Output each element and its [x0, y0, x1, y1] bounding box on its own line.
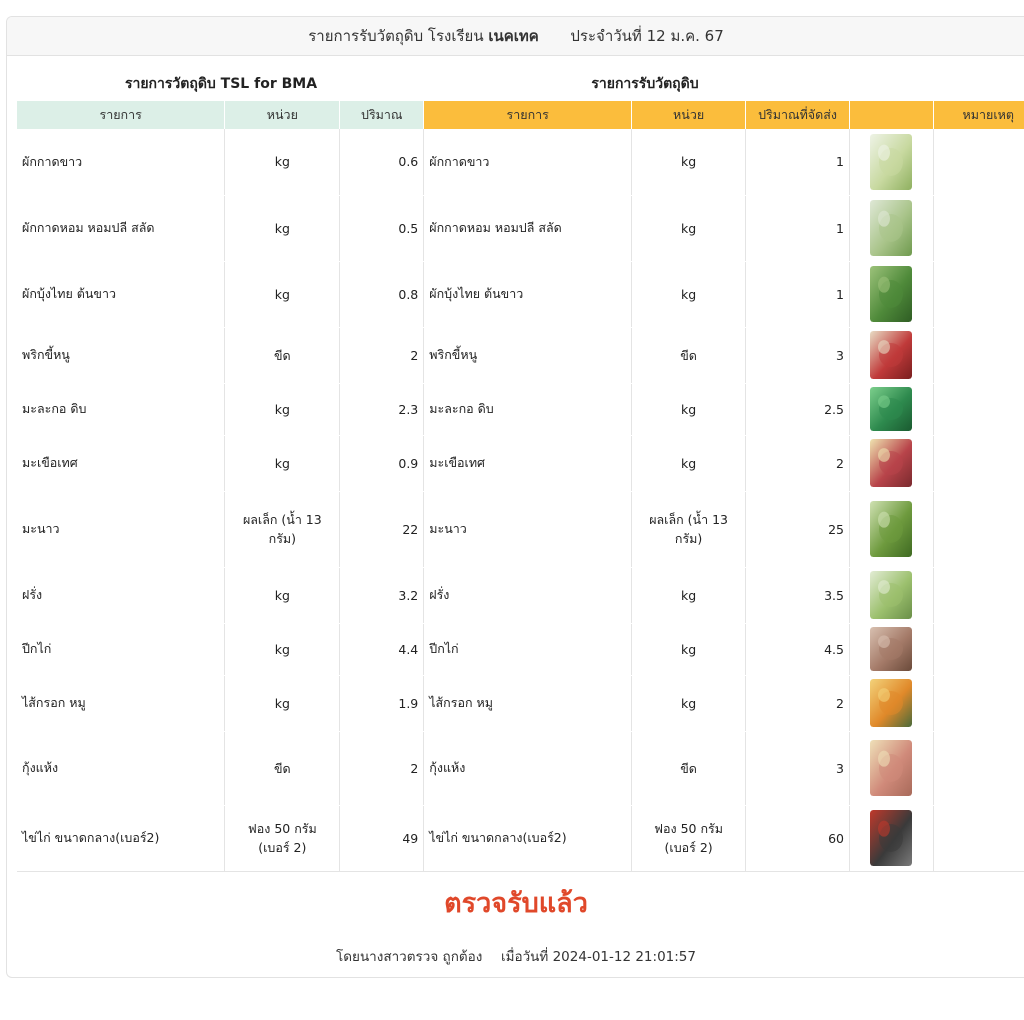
received-item-name: พริกขี้หนู: [424, 327, 632, 383]
photo-cell: [850, 567, 934, 623]
remarks-cell: [933, 623, 1024, 675]
col-item: รายการ: [17, 101, 225, 129]
photo-chicken-wing[interactable]: [870, 627, 912, 671]
photo-cell: [850, 623, 934, 675]
received-item-unit: kg: [632, 129, 746, 195]
left-section-title: รายการวัตถุดิบ TSL for BMA: [124, 76, 318, 92]
remarks-cell: [933, 195, 1024, 261]
photo-lettuce[interactable]: [870, 200, 912, 256]
item-qty: 22: [340, 491, 424, 567]
photo-dried-shrimp[interactable]: [870, 740, 912, 796]
table-row: [17, 327, 1024, 383]
item-qty: 2: [340, 327, 424, 383]
delivered-qty: 25: [746, 491, 850, 567]
col-qty: ปริมาณ: [340, 101, 424, 129]
photo-cell: [850, 491, 934, 567]
photo-lime[interactable]: [870, 501, 912, 557]
table-row: [17, 567, 1024, 623]
received-item-name: ปีกไก่: [424, 623, 632, 675]
item-name: ผักกาดขาว: [17, 129, 225, 195]
photo-tomato[interactable]: [870, 439, 912, 487]
photo-cell: [850, 261, 934, 327]
item-qty: 2.3: [340, 383, 424, 435]
col-photo: [850, 101, 934, 129]
received-item-unit: ผลเล็ก (น้ำ 13 กรัม): [632, 491, 746, 567]
received-item-name: ฝรั่ง: [424, 567, 632, 623]
received-item-name: ผักกาดหอม หอมปลี สลัด: [424, 195, 632, 261]
delivered-qty: 3: [746, 327, 850, 383]
received-item-name: ไข่ไก่ ขนาดกลาง(เบอร์2): [424, 805, 632, 871]
delivered-qty: 2: [746, 435, 850, 491]
delivered-qty: 1: [746, 195, 850, 261]
received-stamp: ตรวจรับแล้ว: [444, 888, 588, 919]
remarks-cell: [933, 261, 1024, 327]
item-name: ผักกาดหอม หอมปลี สลัด: [17, 195, 225, 261]
item-qty: 4.4: [340, 623, 424, 675]
received-item-unit: ฟอง 50 กรัม (เบอร์ 2): [632, 805, 746, 871]
table-row: [17, 195, 1024, 261]
item-qty: 3.2: [340, 567, 424, 623]
header-school: เนคเทค: [488, 27, 539, 45]
photo-eggs[interactable]: [870, 810, 912, 866]
table-row: [17, 435, 1024, 491]
received-item-unit: ขีด: [632, 731, 746, 805]
header-prefix: รายการรับวัตถุดิบ โรงเรียน: [308, 27, 484, 45]
item-name: ฝรั่ง: [17, 567, 225, 623]
delivered-qty: 2: [746, 675, 850, 731]
item-unit: ฟอง 50 กรัม (เบอร์ 2): [225, 805, 340, 871]
table-row: [17, 623, 1024, 675]
item-unit: ขีด: [225, 731, 340, 805]
item-qty: 0.6: [340, 129, 424, 195]
received-item-unit: kg: [632, 261, 746, 327]
received-item-name: มะละกอ ดิบ: [424, 383, 632, 435]
item-name: มะนาว: [17, 491, 225, 567]
table-row: [17, 805, 1024, 871]
inspection-timestamp: เมื่อวันที่ 2024-01-12 21:01:57: [500, 949, 696, 965]
delivered-qty: 1: [746, 129, 850, 195]
photo-cell: [850, 731, 934, 805]
receipt-table: [17, 101, 1024, 872]
table-row: [17, 731, 1024, 805]
item-qty: 0.5: [340, 195, 424, 261]
col-delivered-qty: ปริมาณที่จัดส่ง: [746, 101, 850, 129]
item-unit: kg: [225, 435, 340, 491]
photo-morning-glory[interactable]: [870, 266, 912, 322]
delivered-qty: 60: [746, 805, 850, 871]
photo-cell: [850, 805, 934, 871]
table-row: [17, 261, 1024, 327]
right-section-title: รายการรับวัตถุดิบ: [591, 76, 699, 92]
remarks-cell: [933, 805, 1024, 871]
received-item-unit: kg: [632, 435, 746, 491]
item-name: ไส้กรอก หมู: [17, 675, 225, 731]
remarks-cell: [933, 567, 1024, 623]
item-qty: 2: [340, 731, 424, 805]
table-header-row: [17, 101, 1024, 129]
item-name: ไข่ไก่ ขนาดกลาง(เบอร์2): [17, 805, 225, 871]
photo-bird-chili[interactable]: [870, 331, 912, 379]
col-received-unit: หน่วย: [632, 101, 746, 129]
remarks-cell: [933, 491, 1024, 567]
table-row: [17, 129, 1024, 195]
item-unit: kg: [225, 623, 340, 675]
remarks-cell: [933, 675, 1024, 731]
received-item-name: ผักกาดขาว: [424, 129, 632, 195]
photo-cell: [850, 435, 934, 491]
remarks-cell: [933, 731, 1024, 805]
photo-cell: [850, 195, 934, 261]
item-qty: 0.8: [340, 261, 424, 327]
table-row: [17, 675, 1024, 731]
item-qty: 49: [340, 805, 424, 871]
item-unit: kg: [225, 383, 340, 435]
table-row: [17, 383, 1024, 435]
item-name: พริกขี้หนู: [17, 327, 225, 383]
item-name: มะละกอ ดิบ: [17, 383, 225, 435]
item-unit: ผลเล็ก (น้ำ 13 กรัม): [225, 491, 340, 567]
remarks-cell: [933, 327, 1024, 383]
delivered-qty: 3: [746, 731, 850, 805]
card-header: [7, 17, 1024, 56]
item-unit: kg: [225, 675, 340, 731]
photo-cell: [850, 383, 934, 435]
photo-cell: [850, 327, 934, 383]
item-unit: kg: [225, 129, 340, 195]
photo-cell: [850, 675, 934, 731]
delivered-qty: 4.5: [746, 623, 850, 675]
delivered-qty: 1: [746, 261, 850, 327]
received-item-unit: kg: [632, 383, 746, 435]
received-item-name: ผักบุ้งไทย ต้นขาว: [424, 261, 632, 327]
remarks-cell: [933, 435, 1024, 491]
inspected-by: [7, 945, 1024, 967]
received-item-unit: kg: [632, 567, 746, 623]
delivered-qty: 3.5: [746, 567, 850, 623]
photo-guava[interactable]: [870, 571, 912, 619]
received-item-unit: kg: [632, 195, 746, 261]
col-unit: หน่วย: [225, 101, 340, 129]
inspector-name: โดยนางสาวตรวจ ถูกต้อง: [336, 949, 483, 965]
item-unit: kg: [225, 195, 340, 261]
received-item-unit: kg: [632, 623, 746, 675]
received-item-unit: kg: [632, 675, 746, 731]
received-item-name: กุ้งแห้ง: [424, 731, 632, 805]
receipt-card: [6, 16, 1024, 978]
received-item-name: มะเขือเทศ: [424, 435, 632, 491]
photo-chinese-cabbage[interactable]: [870, 134, 912, 190]
item-unit: kg: [225, 567, 340, 623]
photo-green-papaya[interactable]: [870, 387, 912, 431]
item-name: กุ้งแห้ง: [17, 731, 225, 805]
item-name: มะเขือเทศ: [17, 435, 225, 491]
received-item-name: มะนาว: [424, 491, 632, 567]
received-item-unit: ขีด: [632, 327, 746, 383]
item-qty: 1.9: [340, 675, 424, 731]
remarks-cell: [933, 129, 1024, 195]
remarks-cell: [933, 383, 1024, 435]
photo-cell: [850, 129, 934, 195]
item-unit: ขีด: [225, 327, 340, 383]
item-unit: kg: [225, 261, 340, 327]
photo-pork-sausage[interactable]: [870, 679, 912, 727]
col-received-item: รายการ: [424, 101, 632, 129]
col-remarks: หมายเหตุ: [933, 101, 1024, 129]
delivered-qty: 2.5: [746, 383, 850, 435]
item-name: ปีกไก่: [17, 623, 225, 675]
header-date: ประจำวันที่ 12 ม.ค. 67: [570, 27, 724, 45]
item-qty: 0.9: [340, 435, 424, 491]
received-item-name: ไส้กรอก หมู: [424, 675, 632, 731]
table-row: [17, 491, 1024, 567]
item-name: ผักบุ้งไทย ต้นขาว: [17, 261, 225, 327]
